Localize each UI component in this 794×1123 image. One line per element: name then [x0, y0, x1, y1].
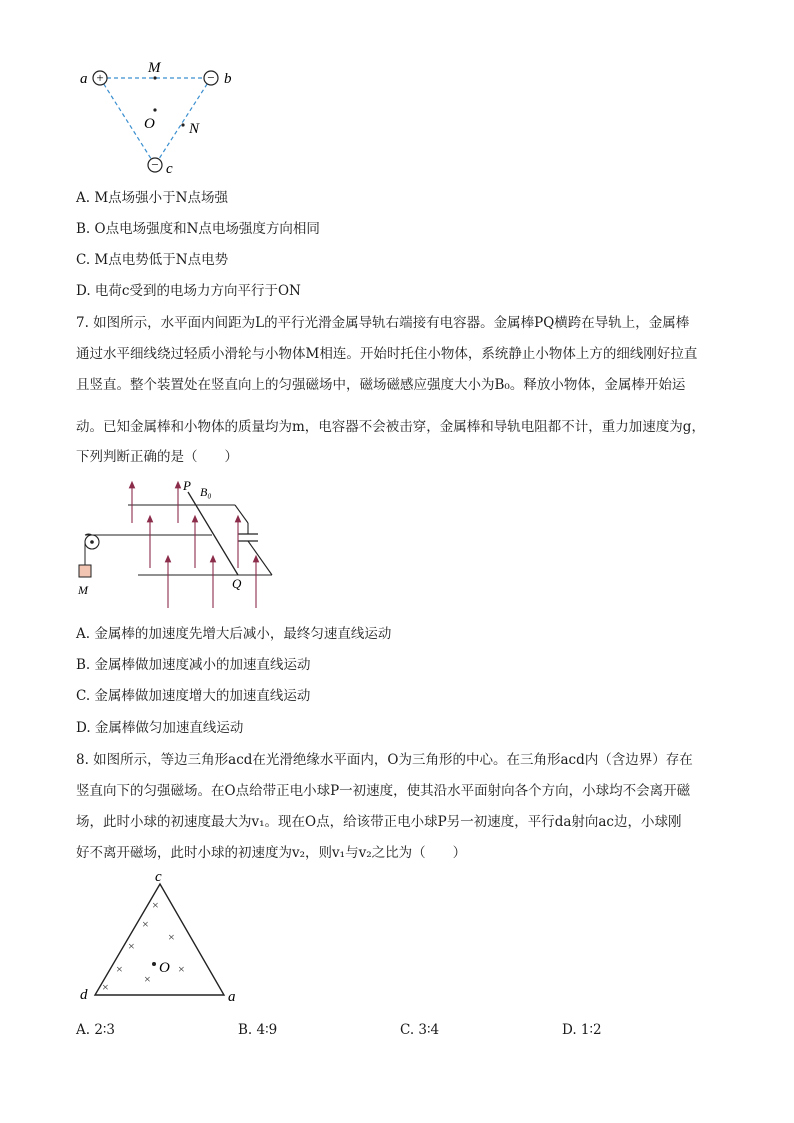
q8-stem-line-1: 8. 如图所示，等边三角形acd在光滑绝缘水平面内，O为三角形的中心。在三角形acd内（含边界）存在 [76, 752, 693, 768]
q7-option-a[interactable]: A. 金属棒的加速度先增大后减小，最终匀速直线运动 [76, 626, 392, 642]
svg-text:×: × [142, 917, 149, 931]
label-o: O [159, 960, 170, 976]
point-n-dot [181, 123, 184, 126]
svg-text:×: × [178, 962, 185, 976]
q8-stem-line-3: 场，此时小球的初速度最大为v₁。现在O点，给该带正电小球P另一初速度，平行da射向ac边，小球刚 [76, 814, 682, 830]
triangle-acd [95, 884, 224, 995]
charge-a [93, 70, 107, 85]
svg-text:×: × [128, 939, 135, 953]
center-o-dot [152, 962, 156, 966]
label-b0: B₀ [200, 485, 212, 499]
label-o: O [144, 116, 155, 132]
q7-stem-line-3: 且竖直。整个装置处在竖直向上的匀强磁场中，磁场磁感应强度大小为B₀。释放小物体，金属棒开始运 [76, 377, 686, 393]
label-a: a [228, 989, 236, 1005]
q7-option-d[interactable]: D. 金属棒做匀加速直线运动 [76, 720, 244, 736]
q8-stem-line-2: 竖直向下的匀强磁场。在O点给带正电小球P一初速度，使其沿水平面射向各个方向，小球均不会离开磁 [76, 783, 691, 799]
label-p: P [183, 478, 191, 493]
q6-option-b[interactable]: B. O点电场强度和N点电场强度方向相同 [76, 221, 320, 237]
point-o-dot [153, 108, 156, 111]
q6-option-d[interactable]: D. 电荷c受到的电场力方向平行于ON [76, 283, 301, 299]
label-m: M [78, 583, 88, 597]
svg-text:+: + [96, 70, 104, 85]
q6-option-a[interactable]: A. M点场强小于N点场强 [76, 190, 228, 206]
label-a: a [80, 71, 88, 87]
q8-option-d[interactable]: D. 1∶2 [562, 1022, 602, 1038]
label-d: d [80, 987, 88, 1003]
q6-option-c[interactable]: C. M点电势低于N点电势 [76, 252, 229, 268]
svg-text:−: − [207, 70, 215, 85]
svg-text:×: × [102, 980, 109, 994]
q8-figure [72, 868, 252, 1008]
label-c: c [155, 869, 162, 885]
q8-option-c[interactable]: C. 3∶4 [400, 1022, 440, 1038]
q6-figure [70, 55, 240, 185]
svg-text:×: × [144, 972, 151, 986]
q8-stem-line-4: 好不离开磁场，此时小球的初速度为v₂，则v₁与v₂之比为（ ） [76, 845, 467, 861]
q8-option-a[interactable]: A. 2∶3 [76, 1022, 116, 1038]
q7-option-b[interactable]: B. 金属棒做加速度减小的加速直线运动 [76, 657, 311, 673]
svg-text:×: × [152, 898, 159, 912]
point-m-dot [153, 76, 156, 79]
q7-figure [70, 478, 290, 613]
label-c: c [166, 161, 173, 177]
q7-stem-line-5: 下列判断正确的是（ ） [76, 449, 238, 465]
svg-text:×: × [168, 930, 175, 944]
label-b: b [224, 71, 232, 87]
label-m: M [148, 60, 161, 76]
q8-option-b[interactable]: B. 4∶9 [238, 1022, 278, 1038]
q7-stem-line-1: 7. 如图所示，水平面内间距为L的平行光滑金属导轨右端接有电容器。金属棒PQ横跨在导轨上，金属棒 [76, 315, 690, 331]
charge-c [148, 157, 162, 172]
svg-text:×: × [116, 962, 123, 976]
q7-stem-line-4: 动。已知金属棒和小物体的质量均为m，电容器不会被击穿，金属棒和导轨电阻都不计，重力加速度为g， [76, 419, 705, 435]
svg-text:−: − [151, 157, 159, 172]
block-m [79, 565, 91, 577]
label-q: Q [232, 576, 242, 591]
q7-stem-line-2: 通过水平细线绕过轻质小滑轮与小物体M相连。开始时托住小物体，系统静止小物体上方的细线刚好拉直 [76, 346, 698, 362]
label-n: N [189, 121, 200, 137]
q7-option-c[interactable]: C. 金属棒做加速度增大的加速直线运动 [76, 688, 311, 704]
charge-b [204, 70, 218, 85]
